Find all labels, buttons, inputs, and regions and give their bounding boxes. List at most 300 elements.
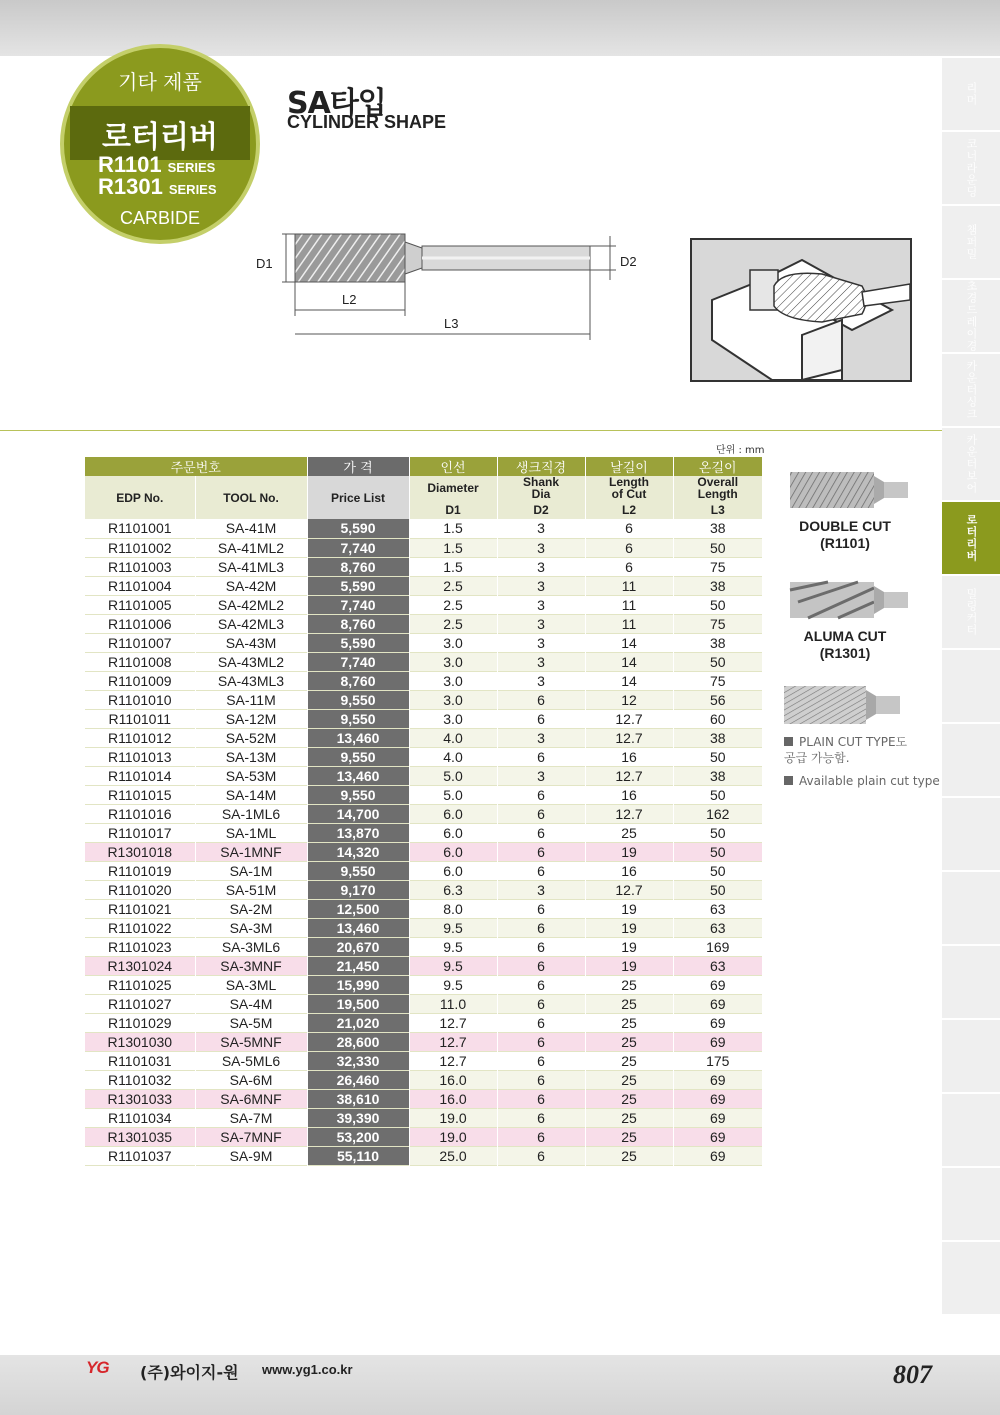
cell-price: 55,110: [307, 1146, 409, 1165]
header-length-group: 날길이: [585, 457, 673, 476]
cell-tool: SA-5MNF: [195, 1032, 307, 1051]
page-number: 807: [893, 1360, 932, 1389]
cell-price: 13,460: [307, 766, 409, 785]
cell-d1: 4.0: [409, 747, 497, 766]
cell-l3: 50: [673, 747, 763, 766]
cell-d2: 3: [497, 557, 585, 576]
side-tab-counterbore[interactable]: 카운터보어: [942, 428, 1000, 502]
cell-edp: R1301035: [85, 1127, 195, 1146]
cell-l2: 12.7: [585, 880, 673, 899]
cell-l3: 169: [673, 937, 763, 956]
cell-d1: 2.5: [409, 576, 497, 595]
cell-tool: SA-42ML2: [195, 595, 307, 614]
header-overall-group: 온길이: [673, 457, 763, 476]
cell-price: 9,550: [307, 709, 409, 728]
cell-l2: 25: [585, 1146, 673, 1165]
cell-l3: 69: [673, 1146, 763, 1165]
cell-price: 5,590: [307, 633, 409, 652]
cell-price: 9,550: [307, 690, 409, 709]
cell-d1: 12.7: [409, 1051, 497, 1070]
cell-edp: R1101004: [85, 576, 195, 595]
cell-d1: 1.5: [409, 557, 497, 576]
cell-edp: R1101014: [85, 766, 195, 785]
dimension-diagram: [250, 224, 650, 344]
header-edp: EDP No.: [85, 476, 195, 519]
section-divider: [0, 430, 942, 431]
table-row: [85, 614, 763, 633]
d2-label: D2: [620, 254, 637, 269]
cell-tool: SA-3MNF: [195, 956, 307, 975]
table-column-header: [85, 476, 763, 500]
cell-edp: R1301030: [85, 1032, 195, 1051]
plain-cut-note-en: Available plain cut type: [784, 773, 940, 789]
cell-l2: 16: [585, 747, 673, 766]
cell-l2: 6: [585, 538, 673, 557]
cell-tool: SA-41M: [195, 519, 307, 538]
burr-neck-shape: [405, 242, 422, 274]
table-row: [85, 652, 763, 671]
cell-tool: SA-43ML2: [195, 652, 307, 671]
cell-tool: SA-5M: [195, 1013, 307, 1032]
cell-l2: 25: [585, 1051, 673, 1070]
table-row: [85, 956, 763, 975]
plain-cut-note-ko: PLAIN CUT TYPE도 공급 가능함.: [784, 735, 908, 765]
cell-price: 38,610: [307, 1089, 409, 1108]
cell-tool: SA-1M: [195, 861, 307, 880]
cell-d2: 3: [497, 595, 585, 614]
cell-edp: R1101003: [85, 557, 195, 576]
cell-l3: 162: [673, 804, 763, 823]
cell-edp: R1101005: [85, 595, 195, 614]
cell-price: 9,550: [307, 785, 409, 804]
product-badge: [60, 44, 260, 244]
cell-l3: 69: [673, 994, 763, 1013]
cell-tool: SA-3ML6: [195, 937, 307, 956]
footer-company: (주)와이지-원: [140, 1363, 239, 1382]
cell-l3: 69: [673, 1070, 763, 1089]
cell-l2: 25: [585, 823, 673, 842]
cell-d2: 3: [497, 614, 585, 633]
cell-l3: 69: [673, 975, 763, 994]
side-tab-rotary-burr[interactable]: 로터리버: [942, 502, 1000, 576]
cell-d2: 6: [497, 937, 585, 956]
cell-l3: 38: [673, 728, 763, 747]
cell-price: 8,760: [307, 671, 409, 690]
cell-tool: SA-11M: [195, 690, 307, 709]
cell-l3: 75: [673, 557, 763, 576]
table-row: [85, 690, 763, 709]
cell-l3: 38: [673, 766, 763, 785]
cell-l3: 75: [673, 671, 763, 690]
cell-edp: R1101013: [85, 747, 195, 766]
cell-tool: SA-13M: [195, 747, 307, 766]
header-order-no: 주문번호: [85, 457, 307, 476]
cell-l2: 25: [585, 975, 673, 994]
cell-edp: R1101017: [85, 823, 195, 842]
table-row: [85, 576, 763, 595]
cell-l2: 12.7: [585, 766, 673, 785]
cell-tool: SA-41ML2: [195, 538, 307, 557]
cell-l2: 6: [585, 519, 673, 538]
cell-l2: 25: [585, 1089, 673, 1108]
cell-d2: 6: [497, 1108, 585, 1127]
cell-d1: 12.7: [409, 1032, 497, 1051]
cell-d2: 6: [497, 1146, 585, 1165]
symbol-l2: L2: [585, 500, 673, 519]
cell-tool: SA-3ML: [195, 975, 307, 994]
cell-tool: SA-9M: [195, 1146, 307, 1165]
cell-price: 14,700: [307, 804, 409, 823]
cell-d2: 6: [497, 1051, 585, 1070]
cell-edp: R1101008: [85, 652, 195, 671]
table-row: [85, 880, 763, 899]
cell-d1: 9.5: [409, 918, 497, 937]
cell-d1: 19.0: [409, 1108, 497, 1127]
cell-l2: 19: [585, 956, 673, 975]
badge-series-1: R1101 SERIES: [98, 152, 216, 177]
table-row: [85, 842, 763, 861]
cell-price: 21,450: [307, 956, 409, 975]
cell-l2: 19: [585, 918, 673, 937]
cell-price: 9,550: [307, 861, 409, 880]
cell-d1: 11.0: [409, 994, 497, 1013]
table-row: [85, 1032, 763, 1051]
cell-price: 32,330: [307, 1051, 409, 1070]
table-row: [85, 1127, 763, 1146]
cell-d1: 6.0: [409, 861, 497, 880]
table-row: [85, 975, 763, 994]
cell-tool: SA-53M: [195, 766, 307, 785]
cell-d2: 3: [497, 633, 585, 652]
table-row: [85, 937, 763, 956]
side-tab-chamfer-mill[interactable]: 챔퍼밀: [942, 206, 1000, 280]
cell-price: 13,460: [307, 728, 409, 747]
cell-tool: SA-7M: [195, 1108, 307, 1127]
cell-edp: R1101031: [85, 1051, 195, 1070]
cell-l3: 56: [673, 690, 763, 709]
cell-d1: 3.0: [409, 709, 497, 728]
unit-label: 단위 : mm: [716, 445, 765, 456]
table-row: [85, 519, 763, 538]
cell-l3: 38: [673, 576, 763, 595]
cell-price: 5,590: [307, 576, 409, 595]
table-row: [85, 1108, 763, 1127]
cell-l3: 69: [673, 1108, 763, 1127]
table-row: [85, 861, 763, 880]
yg-logo: YG: [86, 1358, 109, 1377]
cell-d1: 16.0: [409, 1089, 497, 1108]
cell-d1: 12.7: [409, 1013, 497, 1032]
cell-price: 19,500: [307, 994, 409, 1013]
cell-price: 9,170: [307, 880, 409, 899]
cell-edp: R1101020: [85, 880, 195, 899]
table-row: [85, 804, 763, 823]
cell-d1: 16.0: [409, 1070, 497, 1089]
symbol-d2: D2: [497, 500, 585, 519]
cell-price: 39,390: [307, 1108, 409, 1127]
symbol-l3: L3: [673, 500, 763, 519]
cell-price: 15,990: [307, 975, 409, 994]
cell-tool: SA-2M: [195, 899, 307, 918]
cell-d1: 3.0: [409, 690, 497, 709]
cell-edp: R1101029: [85, 1013, 195, 1032]
table-row: [85, 595, 763, 614]
side-tab-blank: [942, 1094, 1000, 1168]
cell-l3: 63: [673, 899, 763, 918]
cell-price: 9,550: [307, 747, 409, 766]
header-diameter-group: 인선: [409, 457, 497, 476]
cell-price: 14,320: [307, 842, 409, 861]
cell-edp: R1101022: [85, 918, 195, 937]
cell-l3: 69: [673, 1032, 763, 1051]
cell-tool: SA-7MNF: [195, 1127, 307, 1146]
cell-l2: 12: [585, 690, 673, 709]
side-tab-blank: [942, 872, 1000, 946]
cell-l3: 50: [673, 842, 763, 861]
cell-edp: R1101034: [85, 1108, 195, 1127]
cell-l2: 14: [585, 671, 673, 690]
cell-price: 53,200: [307, 1127, 409, 1146]
cell-price: 13,460: [307, 918, 409, 937]
cell-l3: 69: [673, 1127, 763, 1146]
header-tool: TOOL No.: [195, 476, 307, 519]
table-row: [85, 1070, 763, 1089]
cell-d2: 6: [497, 861, 585, 880]
cell-l3: 69: [673, 1013, 763, 1032]
cell-tool: SA-4M: [195, 994, 307, 1013]
cell-d2: 3: [497, 652, 585, 671]
table-group-header: [85, 457, 763, 476]
page-subtitle: CYLINDER SHAPE: [287, 112, 447, 132]
side-tabs: [942, 58, 1000, 1316]
cell-price: 12,500: [307, 899, 409, 918]
cell-l3: 50: [673, 595, 763, 614]
aluma-cut-caption: ALUMA CUT (R1301): [803, 628, 887, 661]
bullet-square-icon: [784, 737, 793, 746]
side-tab-countersink[interactable]: 카운터싱크: [942, 354, 1000, 428]
side-tab-blank: [942, 650, 1000, 724]
cell-l3: 50: [673, 823, 763, 842]
header-price: 가 격: [307, 457, 409, 476]
footer-url[interactable]: www.yg1.co.kr: [262, 1362, 353, 1377]
cell-d2: 3: [497, 766, 585, 785]
cell-l2: 25: [585, 994, 673, 1013]
badge-series-2: R1301 SERIES: [98, 174, 217, 199]
cell-l3: 50: [673, 652, 763, 671]
header-overall: Overall Length: [673, 476, 763, 500]
cell-d2: 6: [497, 956, 585, 975]
cell-tool: SA-3M: [195, 918, 307, 937]
cell-d1: 6.0: [409, 804, 497, 823]
table-row: [85, 671, 763, 690]
side-tab-carbide-drill[interactable]: 초경드레이경: [942, 280, 1000, 354]
cell-edp: R1101027: [85, 994, 195, 1013]
side-tab-reamer[interactable]: 리머: [942, 58, 1000, 132]
cell-price: 5,590: [307, 519, 409, 538]
cell-l3: 50: [673, 538, 763, 557]
cell-d1: 9.5: [409, 937, 497, 956]
cell-l3: 60: [673, 709, 763, 728]
cell-l2: 16: [585, 861, 673, 880]
cell-d1: 5.0: [409, 766, 497, 785]
cell-d2: 6: [497, 1013, 585, 1032]
cell-l2: 25: [585, 1032, 673, 1051]
cell-edp: R1101032: [85, 1070, 195, 1089]
cell-price: 28,600: [307, 1032, 409, 1051]
cell-edp: R1101006: [85, 614, 195, 633]
cell-edp: R1101009: [85, 671, 195, 690]
cell-tool: SA-51M: [195, 880, 307, 899]
cell-l2: 14: [585, 652, 673, 671]
cell-tool: SA-43ML3: [195, 671, 307, 690]
cell-l3: 175: [673, 1051, 763, 1070]
cell-edp: R1101016: [85, 804, 195, 823]
cell-d2: 6: [497, 690, 585, 709]
l3-label: L3: [444, 316, 459, 331]
badge-category: 기타 제품: [118, 70, 202, 94]
cell-l2: 25: [585, 1013, 673, 1032]
cell-edp: R1301024: [85, 956, 195, 975]
side-tab-blank: [942, 798, 1000, 872]
table-row: [85, 899, 763, 918]
table-body: [85, 519, 763, 1165]
cell-price: 21,020: [307, 1013, 409, 1032]
table-row: [85, 1013, 763, 1032]
cell-l3: 50: [673, 880, 763, 899]
cell-l2: 12.7: [585, 804, 673, 823]
l2-label: L2: [342, 292, 357, 307]
cell-d1: 4.0: [409, 728, 497, 747]
side-tab-blank: [942, 1168, 1000, 1242]
cell-d2: 6: [497, 747, 585, 766]
side-tab-blank: [942, 946, 1000, 1020]
cell-price: 13,870: [307, 823, 409, 842]
table-row: [85, 728, 763, 747]
cell-edp: R1101001: [85, 519, 195, 538]
cell-d1: 6.0: [409, 842, 497, 861]
table-row: [85, 557, 763, 576]
cell-tool: SA-6M: [195, 1070, 307, 1089]
bullet-square-icon: [784, 776, 793, 785]
header-price-list: Price List: [307, 476, 409, 519]
cell-edp: R1101011: [85, 709, 195, 728]
cell-l3: 50: [673, 861, 763, 880]
cell-d2: 3: [497, 728, 585, 747]
plain-cut-burr-image: [782, 682, 900, 728]
cell-l2: 12.7: [585, 709, 673, 728]
cell-d1: 9.5: [409, 975, 497, 994]
cell-d2: 3: [497, 519, 585, 538]
cell-d2: 3: [497, 576, 585, 595]
cell-tool: SA-14M: [195, 785, 307, 804]
table-row: [85, 918, 763, 937]
cell-d1: 6.0: [409, 823, 497, 842]
cell-tool: SA-5ML6: [195, 1051, 307, 1070]
side-tab-milling-cutter[interactable]: 밀링커터: [942, 576, 1000, 650]
cell-l2: 25: [585, 1070, 673, 1089]
cell-price: 26,460: [307, 1070, 409, 1089]
cell-d2: 6: [497, 899, 585, 918]
cell-tool: SA-52M: [195, 728, 307, 747]
cell-d2: 6: [497, 823, 585, 842]
cell-edp: R1101012: [85, 728, 195, 747]
cell-d2: 6: [497, 994, 585, 1013]
cell-d2: 6: [497, 1070, 585, 1089]
aluma-cut-burr-image: [788, 576, 908, 624]
side-tab-blank: [942, 724, 1000, 798]
cell-d2: 6: [497, 842, 585, 861]
cell-d2: 3: [497, 671, 585, 690]
cell-d1: 1.5: [409, 519, 497, 538]
cell-l3: 38: [673, 519, 763, 538]
cell-l2: 14: [585, 633, 673, 652]
cell-price: 7,740: [307, 595, 409, 614]
cell-l2: 25: [585, 1108, 673, 1127]
cell-l3: 63: [673, 918, 763, 937]
cell-l2: 6: [585, 557, 673, 576]
side-tab-blank: [942, 1242, 1000, 1316]
header-length: Length of Cut: [585, 476, 673, 500]
table-row: [85, 1089, 763, 1108]
badge-material: CARBIDE: [119, 208, 200, 228]
cell-d1: 1.5: [409, 538, 497, 557]
cell-l2: 19: [585, 899, 673, 918]
cell-edp: R1101015: [85, 785, 195, 804]
application-illustration: [690, 238, 912, 382]
cell-l3: 69: [673, 1089, 763, 1108]
header-shank: Shank Dia: [497, 476, 585, 500]
cell-tool: SA-1ML6: [195, 804, 307, 823]
symbol-d1: D1: [409, 500, 497, 519]
cell-d1: 3.0: [409, 633, 497, 652]
cell-edp: R1301033: [85, 1089, 195, 1108]
side-tab-blank: [942, 1020, 1000, 1094]
cell-edp: R1101021: [85, 899, 195, 918]
cell-edp: R1101025: [85, 975, 195, 994]
double-cut-burr-image: [788, 466, 908, 514]
cell-d1: 5.0: [409, 785, 497, 804]
d1-label: D1: [256, 256, 273, 271]
cell-tool: SA-12M: [195, 709, 307, 728]
cell-edp: R1101007: [85, 633, 195, 652]
cell-tool: SA-6MNF: [195, 1089, 307, 1108]
spec-table: [85, 457, 763, 1166]
table-row: [85, 709, 763, 728]
cell-tool: SA-42M: [195, 576, 307, 595]
table-row: [85, 1146, 763, 1165]
cell-price: 8,760: [307, 557, 409, 576]
cell-l2: 11: [585, 595, 673, 614]
side-tab-corner-rounding[interactable]: 코너라운딩: [942, 132, 1000, 206]
cell-d2: 6: [497, 1032, 585, 1051]
header-shank-group: 생크직경: [497, 457, 585, 476]
cell-d1: 25.0: [409, 1146, 497, 1165]
table-row: [85, 1051, 763, 1070]
table-row: [85, 785, 763, 804]
cell-tool: SA-1MNF: [195, 842, 307, 861]
cell-l2: 19: [585, 937, 673, 956]
cell-d1: 9.5: [409, 956, 497, 975]
table-row: [85, 994, 763, 1013]
burr-head-shape: [295, 234, 405, 282]
cell-l2: 25: [585, 1127, 673, 1146]
cell-l2: 12.7: [585, 728, 673, 747]
cell-l2: 19: [585, 842, 673, 861]
cell-edp: R1101010: [85, 690, 195, 709]
cell-price: 8,760: [307, 614, 409, 633]
cell-edp: R1301018: [85, 842, 195, 861]
cell-d2: 6: [497, 709, 585, 728]
